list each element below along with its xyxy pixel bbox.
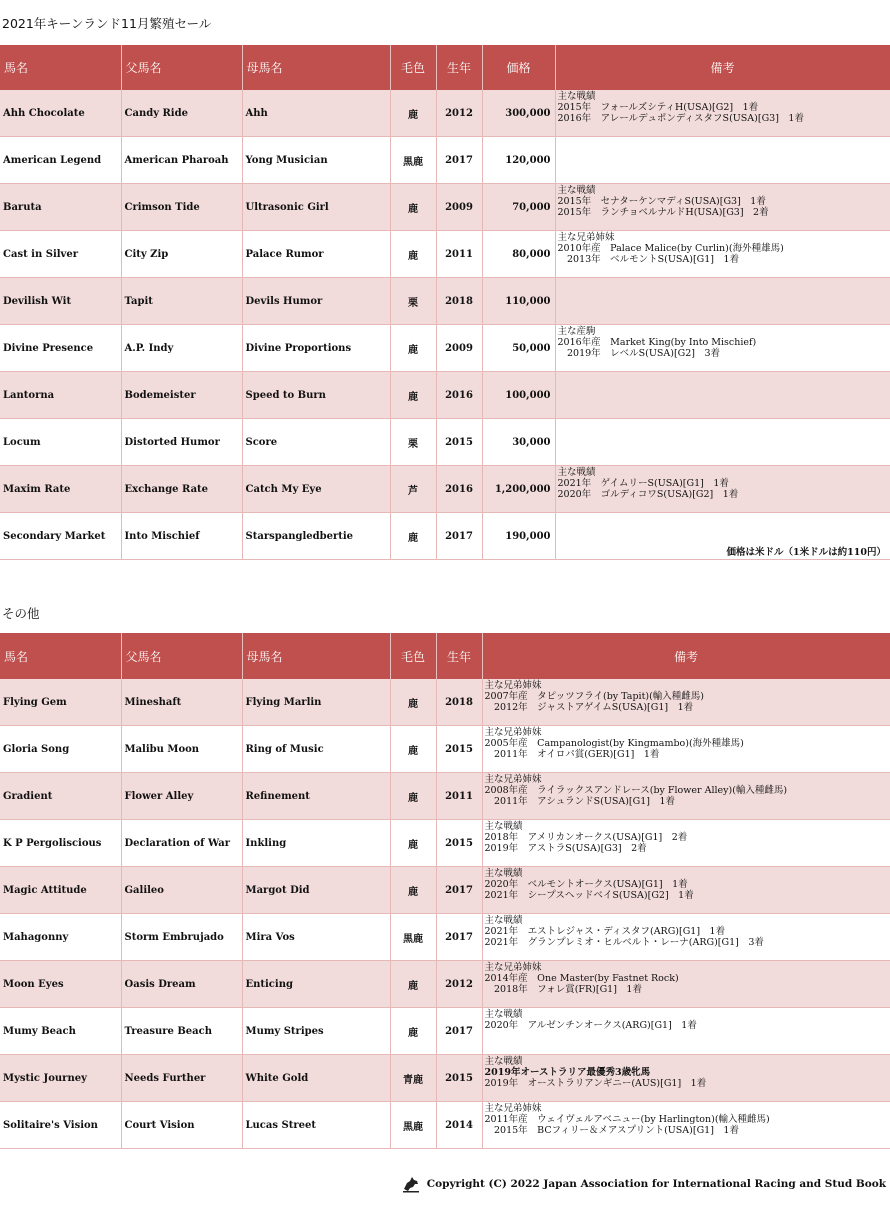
col-header-name: 馬名: [0, 45, 121, 90]
horse-name: American Legend: [0, 137, 121, 184]
table-row: [0, 231, 890, 278]
table-row: [0, 137, 890, 184]
dam-name: Ring of Music: [242, 726, 390, 773]
birth-year: 2017: [436, 513, 482, 560]
horse-name: Divine Presence: [0, 325, 121, 372]
notes: [482, 867, 890, 914]
note-line: 2015年 ランチョベルナルドH(USA)[G3] 2着: [557, 207, 769, 218]
birth-year: 2017: [436, 137, 482, 184]
note-line: 主な兄弟姉妹: [484, 774, 542, 785]
coat-color: 鹿: [390, 372, 436, 419]
note-line: 主な戦績: [484, 868, 523, 879]
table-row: [0, 914, 890, 961]
dam-name: Score: [242, 419, 390, 466]
note-line: 主な兄弟姉妹: [484, 1103, 542, 1114]
note-line: 2020年 アルゼンチンオークス(ARG)[G1] 1着: [484, 1020, 697, 1031]
table-row: [0, 679, 890, 726]
jairs-horse-logo-icon: [401, 1175, 421, 1193]
dam-name: Enticing: [242, 961, 390, 1008]
table-row: [0, 466, 890, 513]
birth-year: 2018: [436, 278, 482, 325]
coat-color: 鹿: [390, 820, 436, 867]
table-row: [0, 90, 890, 137]
notes: [482, 773, 890, 820]
note-line: 主な兄弟姉妹: [484, 962, 542, 973]
notes: [555, 325, 890, 372]
sire-name: Treasure Beach: [121, 1008, 242, 1055]
note-line: 2014年産 One Master(by Fastnet Rock): [484, 973, 679, 984]
note-line: 主な兄弟姉妹: [484, 680, 542, 691]
notes: [555, 184, 890, 231]
dam-name: Devils Humor: [242, 278, 390, 325]
note-line: 2015年 フォールズシティH(USA)[G2] 1着: [557, 102, 759, 113]
table-row: [0, 867, 890, 914]
coat-color: 黒鹿: [390, 1102, 436, 1149]
coat-color: 鹿: [390, 961, 436, 1008]
note-line: 2021年 エストレジャス・ディスタフ(ARG)[G1] 1着: [484, 926, 726, 937]
note-line: 2011年産 ウェイヴェルアベニュー(by Harlington)(輸入種雌馬): [484, 1114, 770, 1125]
dam-name: Inkling: [242, 820, 390, 867]
sire-name: Needs Further: [121, 1055, 242, 1102]
dam-name: Refinement: [242, 773, 390, 820]
birth-year: 2016: [436, 372, 482, 419]
coat-color: 黒鹿: [390, 914, 436, 961]
price: 1,200,000: [482, 466, 555, 513]
price: 110,000: [482, 278, 555, 325]
sire-name: Distorted Humor: [121, 419, 242, 466]
note-line: 2010年産 Palace Malice(by Curlin)(海外種雄馬): [557, 243, 784, 254]
notes: [555, 372, 890, 419]
note-line: 2005年産 Campanologist(by Kingmambo)(海外種雄馬): [484, 738, 744, 749]
dam-name: Lucas Street: [242, 1102, 390, 1149]
birth-year: 2015: [436, 1055, 482, 1102]
col-header-notes: 備考: [482, 633, 890, 679]
note-line: 主な戦績: [484, 1056, 523, 1067]
note-line: 2015年 セナターケンマディS(USA)[G3] 1着: [557, 196, 766, 207]
dam-name: Ahh: [242, 90, 390, 137]
horse-name: Gradient: [0, 773, 121, 820]
dam-name: Flying Marlin: [242, 679, 390, 726]
horse-name: Gloria Song: [0, 726, 121, 773]
note-line: 2011年 オイロパ賞(GER)[G1] 1着: [484, 749, 660, 760]
note-line: 2018年 アメリカンオークス(USA)[G1] 2着: [484, 832, 688, 843]
note-line: 主な産駒: [557, 326, 596, 337]
col-header-dam: 母馬名: [242, 45, 390, 90]
sire-name: Court Vision: [121, 1102, 242, 1149]
horse-name: Mystic Journey: [0, 1055, 121, 1102]
note-line: 2021年 グランプレミオ・ヒルベルト・レーナ(ARG)[G1] 3着: [484, 937, 764, 948]
birth-year: 2012: [436, 961, 482, 1008]
table-row: [0, 419, 890, 466]
birth-year: 2015: [436, 419, 482, 466]
sire-name: Mineshaft: [121, 679, 242, 726]
horse-name: Moon Eyes: [0, 961, 121, 1008]
col-header-color: 毛色: [390, 45, 436, 90]
table-row: [0, 961, 890, 1008]
notes: [482, 1102, 890, 1149]
coat-color: 鹿: [390, 679, 436, 726]
horse-name: Mahagonny: [0, 914, 121, 961]
notes: [555, 137, 890, 184]
price: 30,000: [482, 419, 555, 466]
price: 190,000: [482, 513, 555, 560]
other-section-title: その他: [2, 606, 40, 621]
table-row: [0, 773, 890, 820]
notes: [555, 278, 890, 325]
note-line: 2011年 アシュランドS(USA)[G1] 1着: [484, 796, 675, 807]
birth-year: 2016: [436, 466, 482, 513]
note-line: 2007年産 タピッツフライ(by Tapit)(輸入種雌馬): [484, 691, 705, 702]
horse-name: Locum: [0, 419, 121, 466]
notes: [555, 466, 890, 513]
note-line: 主な戦績: [557, 467, 596, 478]
sire-name: Candy Ride: [121, 90, 242, 137]
coat-color: 黒鹿: [390, 137, 436, 184]
birth-year: 2011: [436, 231, 482, 278]
coat-color: 鹿: [390, 231, 436, 278]
sire-name: Malibu Moon: [121, 726, 242, 773]
note-line: 主な戦績: [557, 185, 596, 196]
note-line: 主な戦績: [484, 915, 523, 926]
coat-color: 鹿: [390, 1008, 436, 1055]
price: 100,000: [482, 372, 555, 419]
notes: [482, 726, 890, 773]
table-row: [0, 325, 890, 372]
dam-name: Speed to Burn: [242, 372, 390, 419]
notes: [555, 231, 890, 278]
notes: [482, 1055, 890, 1102]
footer: [401, 1175, 886, 1193]
price: 70,000: [482, 184, 555, 231]
note-line: 2021年 ゲイムリーS(USA)[G1] 1着: [557, 478, 729, 489]
price-note: 価格は米ドル（1米ドルは約110円）: [726, 547, 886, 558]
horse-name: Baruta: [0, 184, 121, 231]
note-line: 主な戦績: [484, 821, 523, 832]
table-header-row: [0, 633, 890, 679]
price: 300,000: [482, 90, 555, 137]
sire-name: Into Mischief: [121, 513, 242, 560]
note-line: 主な戦績: [484, 1009, 523, 1020]
col-header-name: 馬名: [0, 633, 121, 679]
birth-year: 2011: [436, 773, 482, 820]
horse-name: Ahh Chocolate: [0, 90, 121, 137]
note-line: 2016年産 Market King(by Into Mischief): [557, 337, 757, 348]
sire-name: Galileo: [121, 867, 242, 914]
coat-color: 鹿: [390, 325, 436, 372]
sire-name: Crimson Tide: [121, 184, 242, 231]
dam-name: Mira Vos: [242, 914, 390, 961]
dam-name: Starspangledbertie: [242, 513, 390, 560]
coat-color: 芦: [390, 466, 436, 513]
horse-name: K P Pergoliscious: [0, 820, 121, 867]
birth-year: 2017: [436, 914, 482, 961]
sire-name: Exchange Rate: [121, 466, 242, 513]
sire-name: A.P. Indy: [121, 325, 242, 372]
note-line: 2019年 レベルS(USA)[G2] 3着: [557, 348, 721, 359]
notes: [482, 820, 890, 867]
coat-color: 鹿: [390, 90, 436, 137]
sire-name: Storm Embrujado: [121, 914, 242, 961]
dam-name: Catch My Eye: [242, 466, 390, 513]
notes: [482, 914, 890, 961]
dam-name: Divine Proportions: [242, 325, 390, 372]
birth-year: 2009: [436, 184, 482, 231]
horse-name: Maxim Rate: [0, 466, 121, 513]
copyright-text: Copyright (C) 2022 Japan Association for International Racing and Stud Book: [426, 1178, 886, 1190]
price: 50,000: [482, 325, 555, 372]
notes: [482, 1008, 890, 1055]
price: 80,000: [482, 231, 555, 278]
notes: [482, 961, 890, 1008]
price: 120,000: [482, 137, 555, 184]
birth-year: 2017: [436, 867, 482, 914]
horse-name: Solitaire's Vision: [0, 1102, 121, 1149]
dam-name: Palace Rumor: [242, 231, 390, 278]
col-header-price: 価格: [482, 45, 555, 90]
coat-color: 鹿: [390, 773, 436, 820]
sire-name: Bodemeister: [121, 372, 242, 419]
sire-name: City Zip: [121, 231, 242, 278]
horse-name: Devilish Wit: [0, 278, 121, 325]
table-row: [0, 184, 890, 231]
dam-name: White Gold: [242, 1055, 390, 1102]
table-row: [0, 726, 890, 773]
coat-color: 栗: [390, 278, 436, 325]
dam-name: Yong Musician: [242, 137, 390, 184]
note-line: 2008年産 ライラックスアンドレース(by Flower Alley)(輸入種雌馬): [484, 785, 788, 796]
table-row: [0, 372, 890, 419]
sire-name: Oasis Dream: [121, 961, 242, 1008]
birth-year: 2017: [436, 1008, 482, 1055]
col-header-color: 毛色: [390, 633, 436, 679]
note-line: 主な戦績: [557, 91, 596, 102]
sire-name: Declaration of War: [121, 820, 242, 867]
horse-name: Secondary Market: [0, 513, 121, 560]
note-line: 2019年オーストラリア最優秀3歳牝馬: [484, 1067, 651, 1078]
horse-name: Cast in Silver: [0, 231, 121, 278]
note-line: 2019年 オーストラリアンギニー(AUS)[G1] 1着: [484, 1078, 707, 1089]
birth-year: 2009: [436, 325, 482, 372]
table-row: [0, 278, 890, 325]
notes: [555, 419, 890, 466]
coat-color: 鹿: [390, 184, 436, 231]
horse-name: Magic Attitude: [0, 867, 121, 914]
birth-year: 2015: [436, 820, 482, 867]
note-line: 2021年 シープスヘッドベイS(USA)[G2] 1着: [484, 890, 694, 901]
col-header-year: 生年: [436, 633, 482, 679]
coat-color: 鹿: [390, 726, 436, 773]
dam-name: Ultrasonic Girl: [242, 184, 390, 231]
coat-color: 鹿: [390, 867, 436, 914]
note-line: 2020年 ゴルディコワS(USA)[G2] 1着: [557, 489, 739, 500]
table-row: [0, 1055, 890, 1102]
col-header-notes: 備考: [555, 45, 890, 90]
note-line: 2019年 アストラS(USA)[G3] 2着: [484, 843, 647, 854]
sale-table: [0, 45, 890, 560]
notes: [555, 90, 890, 137]
note-line: 2020年 ベルモントオークス(USA)[G1] 1着: [484, 879, 688, 890]
table-header-row: [0, 45, 890, 90]
table-row: [0, 1102, 890, 1149]
other-table: [0, 633, 890, 1149]
page-title: 2021年キーンランド11月繁殖セール: [2, 16, 212, 31]
coat-color: 栗: [390, 419, 436, 466]
coat-color: 青鹿: [390, 1055, 436, 1102]
note-line: 主な兄弟姉妹: [557, 232, 615, 243]
birth-year: 2018: [436, 679, 482, 726]
notes: [482, 679, 890, 726]
col-header-dam: 母馬名: [242, 633, 390, 679]
horse-name: Lantorna: [0, 372, 121, 419]
sire-name: American Pharoah: [121, 137, 242, 184]
dam-name: Mumy Stripes: [242, 1008, 390, 1055]
sire-name: Tapit: [121, 278, 242, 325]
note-line: 2013年 ベルモントS(USA)[G1] 1着: [557, 254, 740, 265]
birth-year: 2015: [436, 726, 482, 773]
col-header-sire: 父馬名: [121, 45, 242, 90]
coat-color: 鹿: [390, 513, 436, 560]
table-row: [0, 1008, 890, 1055]
col-header-sire: 父馬名: [121, 633, 242, 679]
sire-name: Flower Alley: [121, 773, 242, 820]
dam-name: Margot Did: [242, 867, 390, 914]
table-row: [0, 820, 890, 867]
note-line: 2015年 BCフィリー＆メアスプリント(USA)[G1] 1着: [484, 1125, 739, 1136]
note-line: 2018年 フォレ賞(FR)[G1] 1着: [484, 984, 642, 995]
horse-name: Mumy Beach: [0, 1008, 121, 1055]
birth-year: 2012: [436, 90, 482, 137]
birth-year: 2014: [436, 1102, 482, 1149]
note-line: 2012年 ジャストアゲイムS(USA)[G1] 1着: [484, 702, 694, 713]
horse-name: Flying Gem: [0, 679, 121, 726]
note-line: 2016年 アレールデュポンディスタフS(USA)[G3] 1着: [557, 113, 804, 124]
note-line: 主な兄弟姉妹: [484, 727, 542, 738]
col-header-year: 生年: [436, 45, 482, 90]
